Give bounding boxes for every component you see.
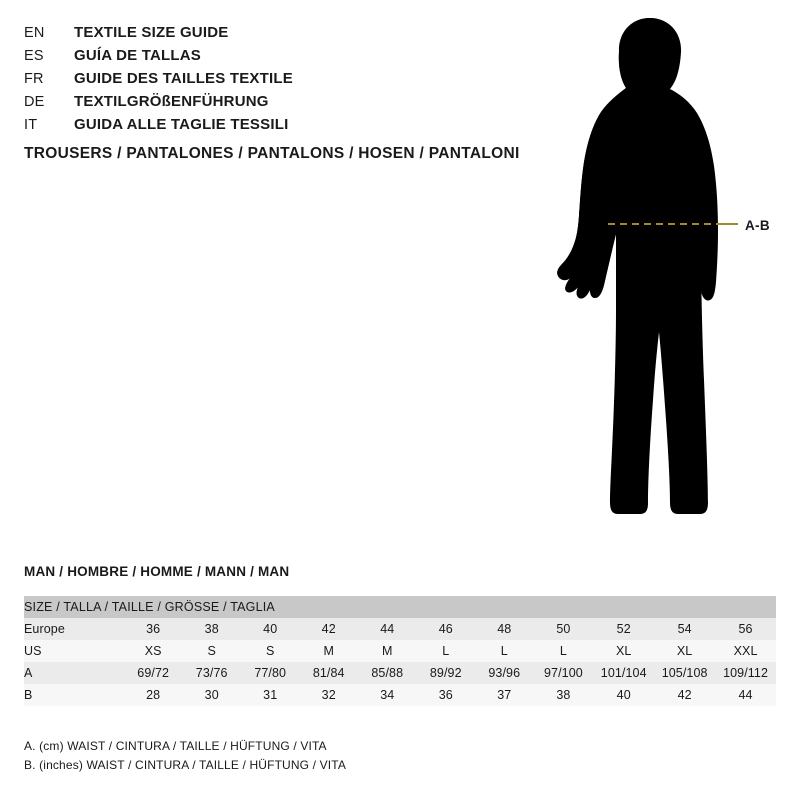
table-cell: S <box>182 640 241 662</box>
table-cell: 52 <box>593 618 654 640</box>
table-row <box>24 640 776 662</box>
table-cell: 77/80 <box>241 662 300 684</box>
row-label: US <box>24 640 124 662</box>
table-cell: L <box>417 640 476 662</box>
table-cell: 31 <box>241 684 300 706</box>
language-title: TEXTILE SIZE GUIDE <box>74 24 229 41</box>
table-cell: XL <box>654 640 715 662</box>
language-row <box>24 47 544 70</box>
table-cell: 34 <box>358 684 417 706</box>
table-cell: L <box>475 640 534 662</box>
language-row <box>24 70 544 93</box>
table-cell: 50 <box>534 618 594 640</box>
table-cell: XL <box>593 640 654 662</box>
table-cell: 89/92 <box>417 662 476 684</box>
table-cell: 93/96 <box>475 662 534 684</box>
table-cell: 44 <box>358 618 417 640</box>
language-title: GUIDE DES TAILLES TEXTILE <box>74 70 293 87</box>
language-title: GUÍA DE TALLAS <box>74 47 201 64</box>
language-code: EN <box>24 25 45 41</box>
table-row <box>24 684 776 706</box>
table-cell: 54 <box>654 618 715 640</box>
table-cell: 38 <box>182 618 241 640</box>
row-label: A <box>24 662 124 684</box>
table-cell: XS <box>124 640 183 662</box>
garment-type-title: TROUSERS / PANTALONES / PANTALONS / HOSEN / PANTALONI <box>24 145 520 162</box>
table-cell: 42 <box>299 618 358 640</box>
male-silhouette-icon <box>500 10 800 530</box>
table-cell: 38 <box>534 684 594 706</box>
table-cell: M <box>358 640 417 662</box>
table-row <box>24 618 776 640</box>
table-cell: 81/84 <box>299 662 358 684</box>
footnote-a: A. (cm) WAIST / CINTURA / TAILLE / HÜFTUNG / VITA <box>24 739 327 753</box>
table-cell: 101/104 <box>593 662 654 684</box>
table-header-row <box>24 596 776 618</box>
measure-label-a-b: A-B <box>745 218 770 233</box>
table-cell: 46 <box>417 618 476 640</box>
table-cell: 36 <box>417 684 476 706</box>
language-row <box>24 24 544 47</box>
table-cell: M <box>299 640 358 662</box>
table-cell: 73/76 <box>182 662 241 684</box>
table-group-title: MAN / HOMBRE / HOMME / MANN / MAN <box>24 564 290 579</box>
table-cell: L <box>534 640 594 662</box>
table-cell: 30 <box>182 684 241 706</box>
table-header-cell: SIZE / TALLA / TAILLE / GRÖSSE / TAGLIA <box>24 596 776 618</box>
language-row <box>24 93 544 116</box>
language-header-block <box>24 24 544 139</box>
table-cell: 105/108 <box>654 662 715 684</box>
figure-area <box>500 10 800 530</box>
language-code: DE <box>24 94 45 110</box>
table-cell: 48 <box>475 618 534 640</box>
table-cell: 37 <box>475 684 534 706</box>
table-cell: 40 <box>593 684 654 706</box>
table-cell: 69/72 <box>124 662 183 684</box>
language-code: FR <box>24 71 44 87</box>
table-cell: 36 <box>124 618 183 640</box>
row-label: B <box>24 684 124 706</box>
size-table <box>24 596 776 706</box>
table-cell: 56 <box>715 618 776 640</box>
table-cell: 97/100 <box>534 662 594 684</box>
table-cell: 44 <box>715 684 776 706</box>
table-cell: XXL <box>715 640 776 662</box>
table-cell: 85/88 <box>358 662 417 684</box>
language-title: GUIDA ALLE TAGLIE TESSILI <box>74 116 289 133</box>
table-cell: 42 <box>654 684 715 706</box>
table-cell: 40 <box>241 618 300 640</box>
table-cell: 28 <box>124 684 183 706</box>
table-row <box>24 662 776 684</box>
table-cell: 32 <box>299 684 358 706</box>
language-code: IT <box>24 117 38 133</box>
language-title: TEXTILGRÖßENFÜHRUNG <box>74 93 269 110</box>
footnotes-block <box>24 737 346 775</box>
footnote-b: B. (inches) WAIST / CINTURA / TAILLE / HÜFTUNG / VITA <box>24 758 347 772</box>
language-code: ES <box>24 48 44 64</box>
language-row <box>24 116 544 139</box>
table-cell: 109/112 <box>715 662 776 684</box>
row-label: Europe <box>24 618 124 640</box>
table-cell: S <box>241 640 300 662</box>
